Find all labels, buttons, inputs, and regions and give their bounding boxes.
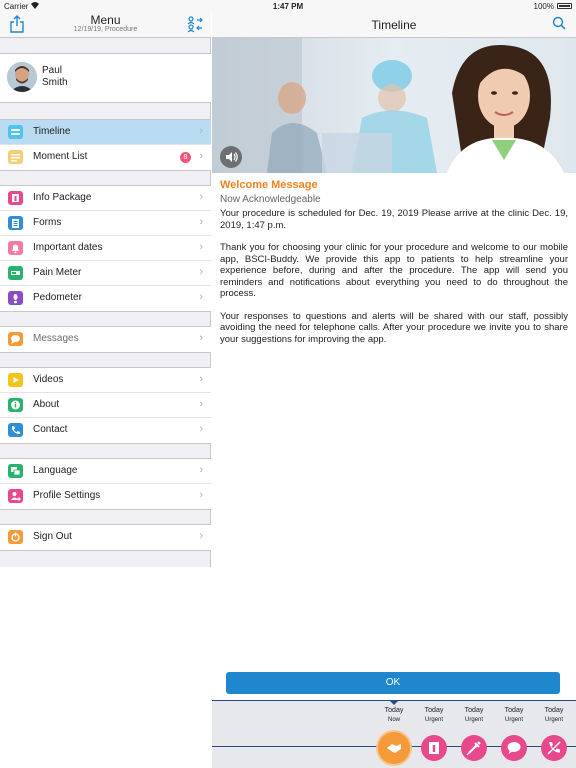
menu-item-moment-list[interactable] [0,145,211,170]
menu-title: Menu [90,13,121,27]
info-package-icon[interactable] [421,735,447,761]
chevron-right-icon: › [199,530,203,542]
battery-icon [557,3,572,9]
timeline-status: Urgent [504,717,523,723]
message-paragraph: Your responses to questions and alerts will be shared with our staff, possibly avoiding the need for telephone calls. After your procedure we invite you to share your suggestions for improving the app. [220,310,568,345]
chevron-right-icon: › [199,266,203,278]
videos-icon [8,373,23,387]
timeline-status: Urgent [544,717,563,723]
menu-item-profile-settings[interactable] [0,484,211,509]
menu-group-settings [0,458,211,510]
chevron-right-icon: › [199,241,203,253]
profile-last-name: Smith [42,77,68,88]
chevron-right-icon: › [199,216,203,228]
status-bar [0,0,576,12]
timeline-pane [212,12,576,768]
chevron-right-icon: › [199,191,203,203]
menu-item-messages[interactable] [0,327,211,352]
menu-item-pain-meter[interactable] [0,261,211,286]
message-content [220,179,568,356]
menu-item-label: Important dates [33,242,103,253]
menu-pane [0,12,211,768]
handshake-icon[interactable] [378,732,410,764]
menu-item-label: Sign Out [33,531,72,542]
timeline-day: Today [384,707,404,714]
menu-item-label: Messages [33,333,79,344]
timeline-day: Today [504,707,524,714]
moment-list-icon [8,150,23,164]
timeline-item-label [494,707,534,723]
syringe-icon[interactable] [461,735,487,761]
menu-item-about[interactable] [0,393,211,418]
menu-item-label: Timeline [33,126,71,137]
timeline-item-label [414,707,454,723]
timeline-item-label [454,707,494,723]
switch-users-icon[interactable] [186,15,204,33]
menu-group-info [0,367,211,444]
menu-item-label: Info Package [33,192,92,203]
chevron-right-icon: › [199,125,203,137]
menu-item-videos[interactable] [0,368,211,393]
page-title: Timeline [371,18,417,32]
menu-item-label: Pedometer [33,292,82,303]
chevron-right-icon: › [199,464,203,476]
chevron-right-icon: › [199,489,203,501]
menu-group-primary [0,119,211,171]
menu-item-label: About [33,399,60,410]
chevron-right-icon: › [199,398,203,410]
menu-group-care [0,185,211,312]
menu-item-pedometer[interactable] [0,286,211,311]
profile-first-name: Paul [42,65,63,76]
profile-card[interactable] [0,53,211,103]
timeline-day: Today [544,707,564,714]
menu-item-label: Profile Settings [33,490,101,501]
timeline-strip [212,700,576,768]
messages-icon [8,332,23,346]
message-title: Welcome Message [220,179,318,191]
menu-item-label: Pain Meter [33,267,82,278]
search-icon[interactable] [552,16,566,30]
forms-icon [8,216,23,230]
menu-item-label: Videos [33,374,64,385]
menu-item-label: Language [33,465,78,476]
pedometer-icon [8,291,23,305]
timeline-icon [8,125,23,139]
message-status: Now Acknowledgeable [220,194,321,205]
chevron-right-icon: › [199,291,203,303]
bell-icon [8,241,23,255]
timeline-status: Urgent [464,717,483,723]
info-package-icon [8,191,23,205]
timeline-item-label [534,707,574,723]
speaker-icon[interactable] [220,146,242,168]
clock: 1:47 PM [272,2,304,11]
chevron-right-icon: › [199,423,203,435]
chevron-right-icon: › [199,150,203,162]
menu-item-timeline[interactable] [0,120,211,145]
chat-icon[interactable] [501,735,527,761]
phone-off-icon[interactable] [541,735,567,761]
pain-meter-icon [8,266,23,280]
hero-image [212,38,576,173]
menu-item-label: Contact [33,424,68,435]
chevron-right-icon: › [199,373,203,385]
timeline-status: Now [387,717,400,723]
menu-group-messages [0,326,211,353]
phone-icon [8,423,23,437]
menu-item-sign-out[interactable] [0,525,211,550]
message-paragraph: Your procedure is scheduled for Dec. 19, 2019 Please arrive at the clinic Dec. 19, 2019, 1:47 p.m. [220,208,568,231]
menu-header [0,12,211,38]
menu-item-label: Moment List [33,151,88,162]
menu-item-language[interactable] [0,459,211,484]
sign-out-icon [8,530,23,544]
ok-button[interactable]: OK [226,672,560,694]
timeline-pointer [389,700,399,705]
carrier-label: Carrier [4,2,29,11]
battery-percent: 100% [533,2,554,11]
language-icon [8,464,23,478]
menu-item-contact[interactable] [0,418,211,443]
menu-item-info-package[interactable] [0,186,211,211]
message-body [220,208,568,345]
menu-subtitle: 12/19/19, Procedure [73,26,138,33]
timeline-day: Today [424,707,444,714]
timeline-status: Urgent [424,717,443,723]
timeline-item-label [374,707,414,723]
timeline-day: Today [464,707,484,714]
menu-group-signout [0,524,211,551]
menu-empty-area [0,567,211,768]
chevron-right-icon: › [199,332,203,344]
message-paragraph: Thank you for choosing your clinic for your procedure and welcome to our mobile app, BSCI-Buddy. We provide this app to patients to help streamline your experience before, during and after the procedure. The app will send you reminders and notifications about everything you need to do throughout the process. [220,242,568,299]
profile-settings-icon [8,489,23,503]
menu-item-forms[interactable] [0,211,211,236]
menu-item-important-dates[interactable] [0,236,211,261]
about-icon [8,398,23,412]
unread-badge: 8 [180,152,191,163]
timeline-header [212,12,576,38]
avatar [7,62,37,92]
menu-item-label: Forms [33,217,62,228]
